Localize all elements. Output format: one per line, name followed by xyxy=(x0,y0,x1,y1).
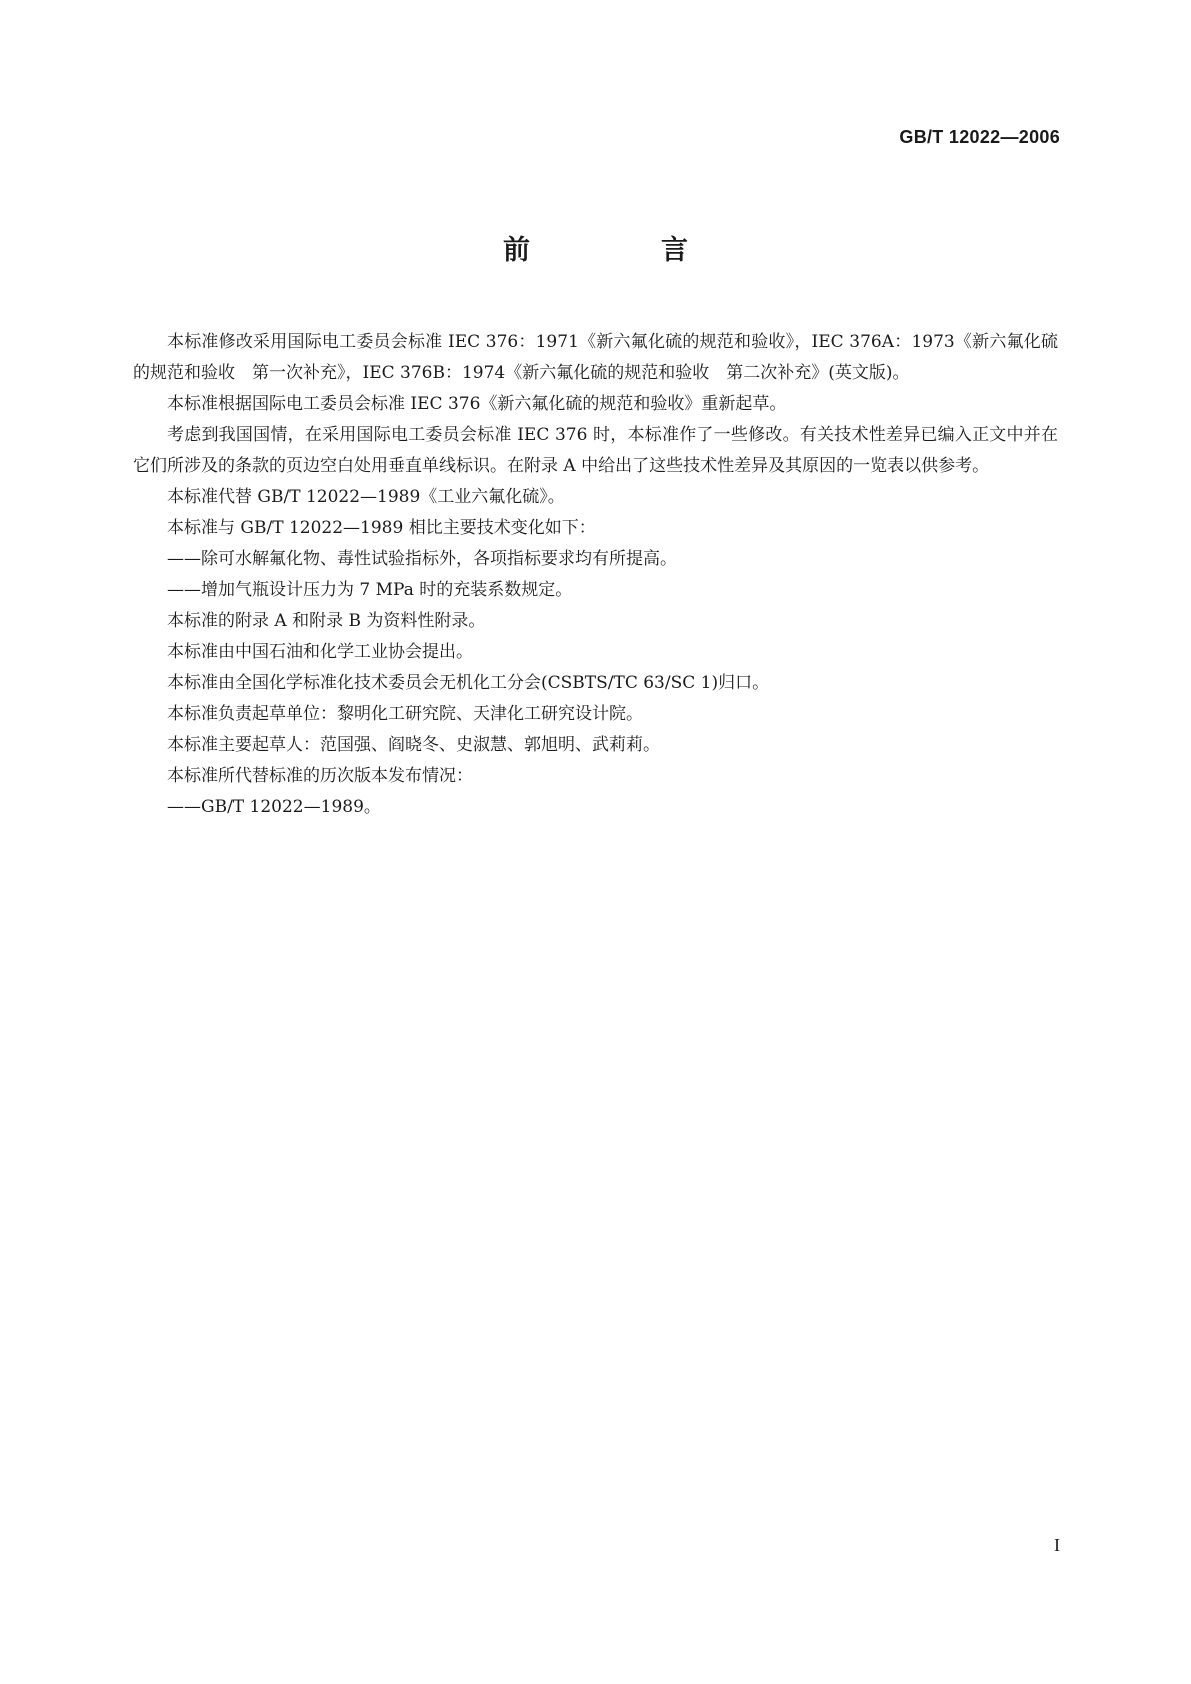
paragraph-changes-intro: 本标准与 GB/T 12022—1989 相比主要技术变化如下： xyxy=(167,518,596,538)
paragraph-history-intro: 本标准所代替标准的历次版本发布情况： xyxy=(167,766,473,786)
list-item-change-2: ——增加气瓶设计压力为 7 MPa 时的充装系数规定。 xyxy=(167,580,573,600)
paragraph-drafters: 本标准主要起草人：范国强、阎晓冬、史淑慧、郭旭明、武莉莉。 xyxy=(167,735,660,755)
foreword-body xyxy=(133,327,1058,823)
paragraph-adoption: 本标准修改采用国际电工委员会标准 IEC 376：1971《新六氟化硫的规范和验收》，IEC 376A：1973《新六氟化硫的规范和验收 第一次补充》，IEC 376B：1974《新六氟化硫的规范和验收 第二次补充》(英文版)。 xyxy=(133,332,1058,383)
list-item-change-1: ——除可水解氟化物、毒性试验指标外，各项指标要求均有所提高。 xyxy=(167,549,677,569)
paragraph-proposer: 本标准由中国石油和化学工业协会提出。 xyxy=(167,642,473,662)
paragraph-redrafting: 本标准根据国际电工委员会标准 IEC 376《新六氟化硫的规范和验收》重新起草。 xyxy=(167,394,787,414)
paragraph-annexes: 本标准的附录 A 和附录 B 为资料性附录。 xyxy=(167,611,486,631)
paragraph-replaces: 本标准代替 GB/T 12022—1989《工业六氟化硫》。 xyxy=(167,487,565,507)
standard-code: GB/T 12022—2006 xyxy=(899,127,1060,147)
paragraph-modifications: 考虑到我国国情，在采用国际电工委员会标准 IEC 376 时，本标准作了一些修改。有关技术性差异已编入正文中并在它们所涉及的条款的页边空白处用垂直单线标识。在附录 A 中给出了这些技术性差异及其原因的一览表以供参考。 xyxy=(133,425,1058,476)
paragraph-drafting-units: 本标准负责起草单位：黎明化工研究院、天津化工研究设计院。 xyxy=(167,704,643,724)
page-number: I xyxy=(1054,1535,1060,1555)
list-item-history-1: ——GB/T 12022—1989。 xyxy=(167,797,381,817)
page-title: 前 言 xyxy=(503,235,740,266)
paragraph-committee: 本标准由全国化学标准化技术委员会无机化工分会(CSBTS/TC 63/SC 1)归口。 xyxy=(167,673,770,693)
